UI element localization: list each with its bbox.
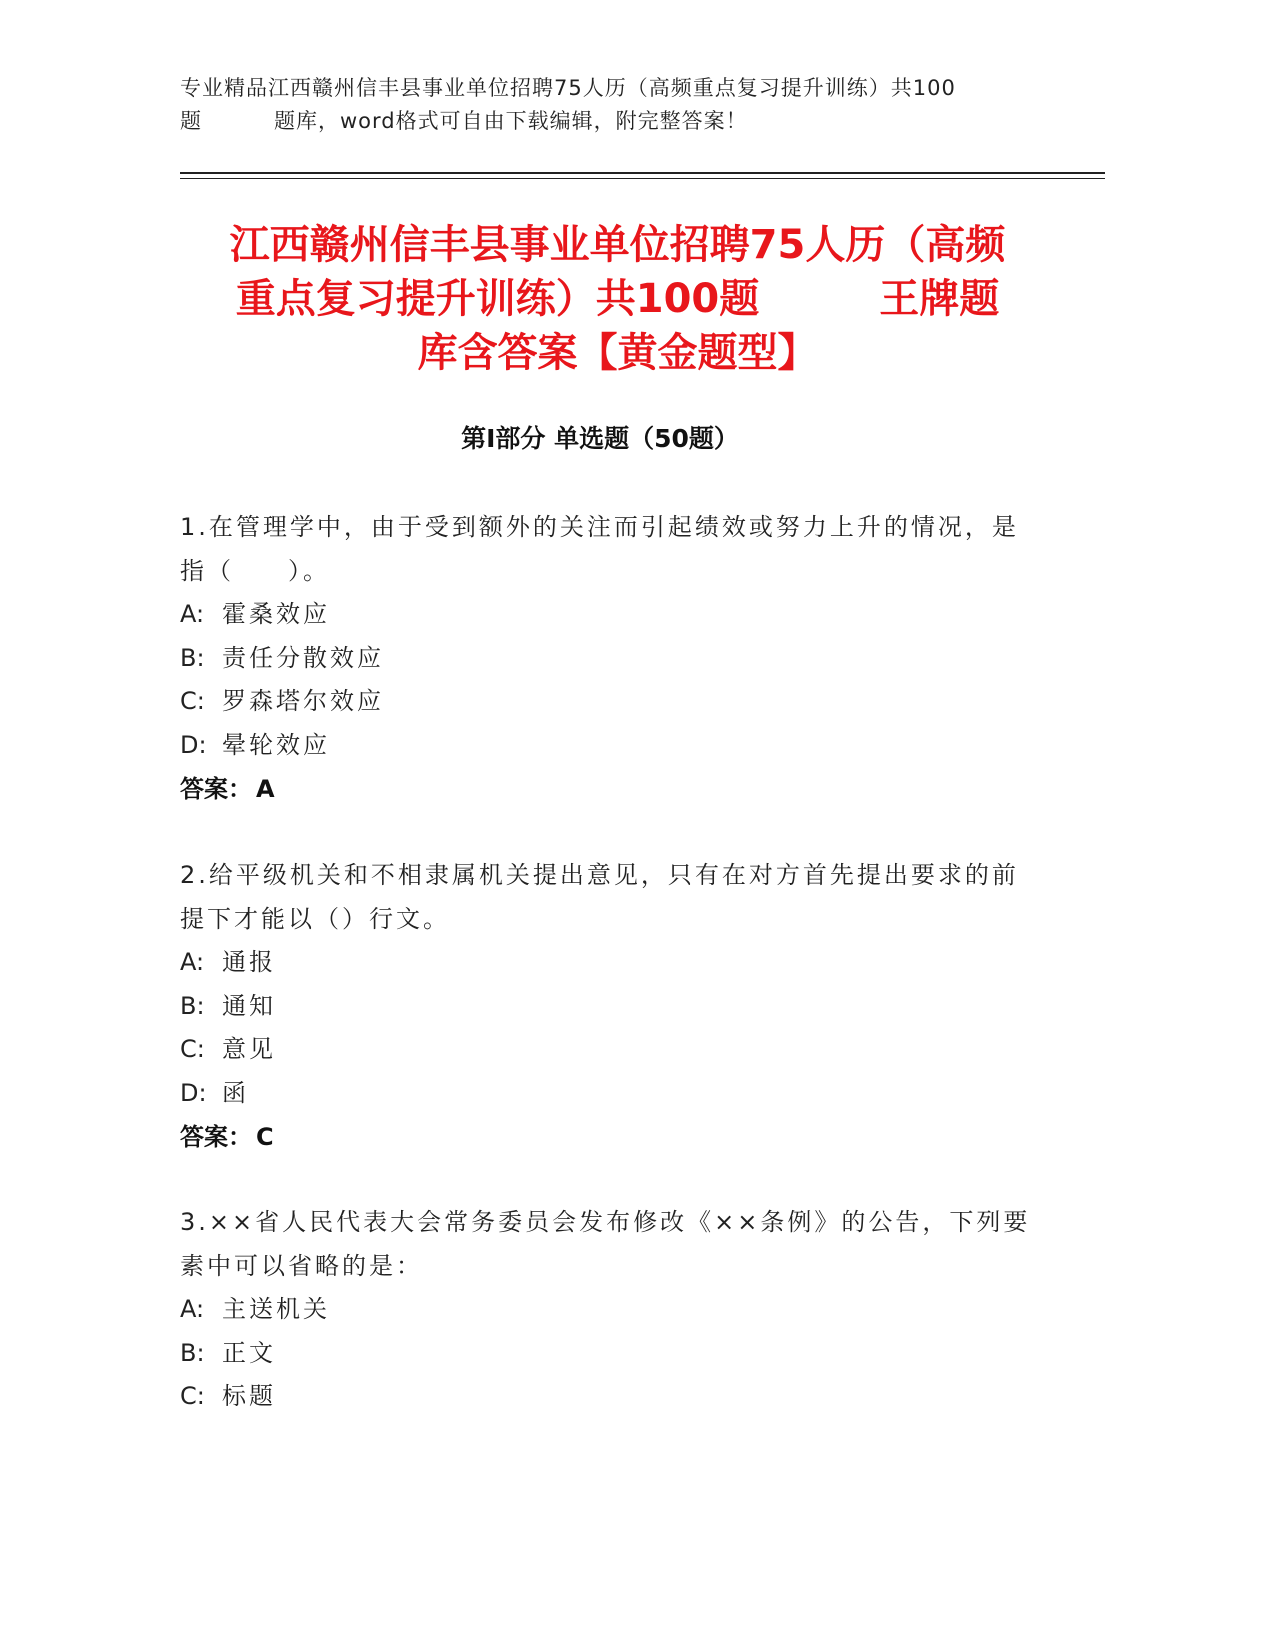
option-d	[180, 1072, 1040, 1116]
option-text: 罗森塔尔效应	[222, 687, 384, 715]
option-text: 霍桑效应	[222, 600, 330, 628]
header-rule-thin	[180, 178, 1105, 179]
option-text: 标题	[222, 1382, 276, 1410]
option-key: D:	[180, 730, 207, 759]
option-key: A:	[180, 948, 205, 976]
option-text: 通报	[222, 948, 276, 976]
title-line-1: 江西赣州信丰县事业单位招聘75人历（高频	[229, 222, 1006, 268]
document-title	[180, 218, 1055, 380]
title-line-2	[180, 272, 1055, 326]
title-line-2-end: 王牌题	[879, 276, 1000, 322]
option-text: 晕轮效应	[222, 730, 330, 759]
question-stem: 2.给平级机关和不相隶属机关提出意见，只有在对方首先提出要求的前提下才能以（）行文。	[180, 861, 1019, 933]
option-text: 正文	[222, 1338, 276, 1367]
option-c	[180, 680, 1040, 724]
option-key: C:	[180, 1035, 205, 1063]
option-key: A:	[180, 1295, 205, 1323]
question-stem: 3.××省人民代表大会常务委员会发布修改《××条例》的公告，下列要素中可以省略的是：	[180, 1208, 1031, 1280]
option-a	[180, 1288, 1040, 1332]
answer-value: A	[256, 775, 275, 803]
option-key: C:	[180, 1382, 205, 1410]
option-key: D:	[180, 1078, 207, 1107]
option-text: 函	[222, 1078, 249, 1107]
answer-label: 答案：	[180, 775, 252, 803]
option-key: B:	[180, 1338, 205, 1367]
answer-line	[180, 767, 1040, 811]
answer-label: 答案：	[180, 1123, 252, 1151]
option-key: C:	[180, 687, 205, 715]
option-a	[180, 593, 1040, 637]
answer-line	[180, 1115, 1040, 1159]
header-note-line-2-start: 题	[180, 109, 202, 133]
option-text: 意见	[222, 1035, 276, 1063]
title-line-3: 库含答案【黄金题型】	[417, 330, 818, 376]
option-d	[180, 724, 1040, 768]
header-note-line-1: 专业精品江西赣州信丰县事业单位招聘75人历（高频重点复习提升训练）共100	[180, 76, 956, 100]
question-stem: 1.在管理学中，由于受到额外的关注而引起绩效或努力上升的情况，是指（ ）。	[180, 513, 1019, 585]
option-b	[180, 985, 1040, 1029]
question-1	[180, 505, 1040, 811]
option-b	[180, 1332, 1040, 1376]
option-key: B:	[180, 643, 205, 672]
header-note-line-2-end: 题库，word格式可自由下载编辑，附完整答案！	[274, 109, 748, 133]
header-note-line-2	[180, 105, 1060, 138]
option-text: 责任分散效应	[222, 643, 384, 672]
option-c	[180, 1375, 1040, 1419]
option-text: 主送机关	[222, 1295, 330, 1323]
question-2	[180, 853, 1040, 1159]
answer-value: C	[256, 1123, 274, 1151]
option-key: B:	[180, 991, 205, 1020]
option-key: A:	[180, 600, 205, 628]
option-text: 通知	[222, 991, 276, 1020]
title-line-2-start: 重点复习提升训练）共100题	[235, 276, 760, 322]
option-a	[180, 941, 1040, 985]
header-note	[180, 72, 1060, 138]
section-heading: 第Ⅰ部分 单选题（50题）	[461, 424, 739, 453]
option-b	[180, 637, 1040, 681]
option-c	[180, 1028, 1040, 1072]
header-rule-thick	[180, 172, 1105, 174]
question-3	[180, 1200, 1040, 1419]
